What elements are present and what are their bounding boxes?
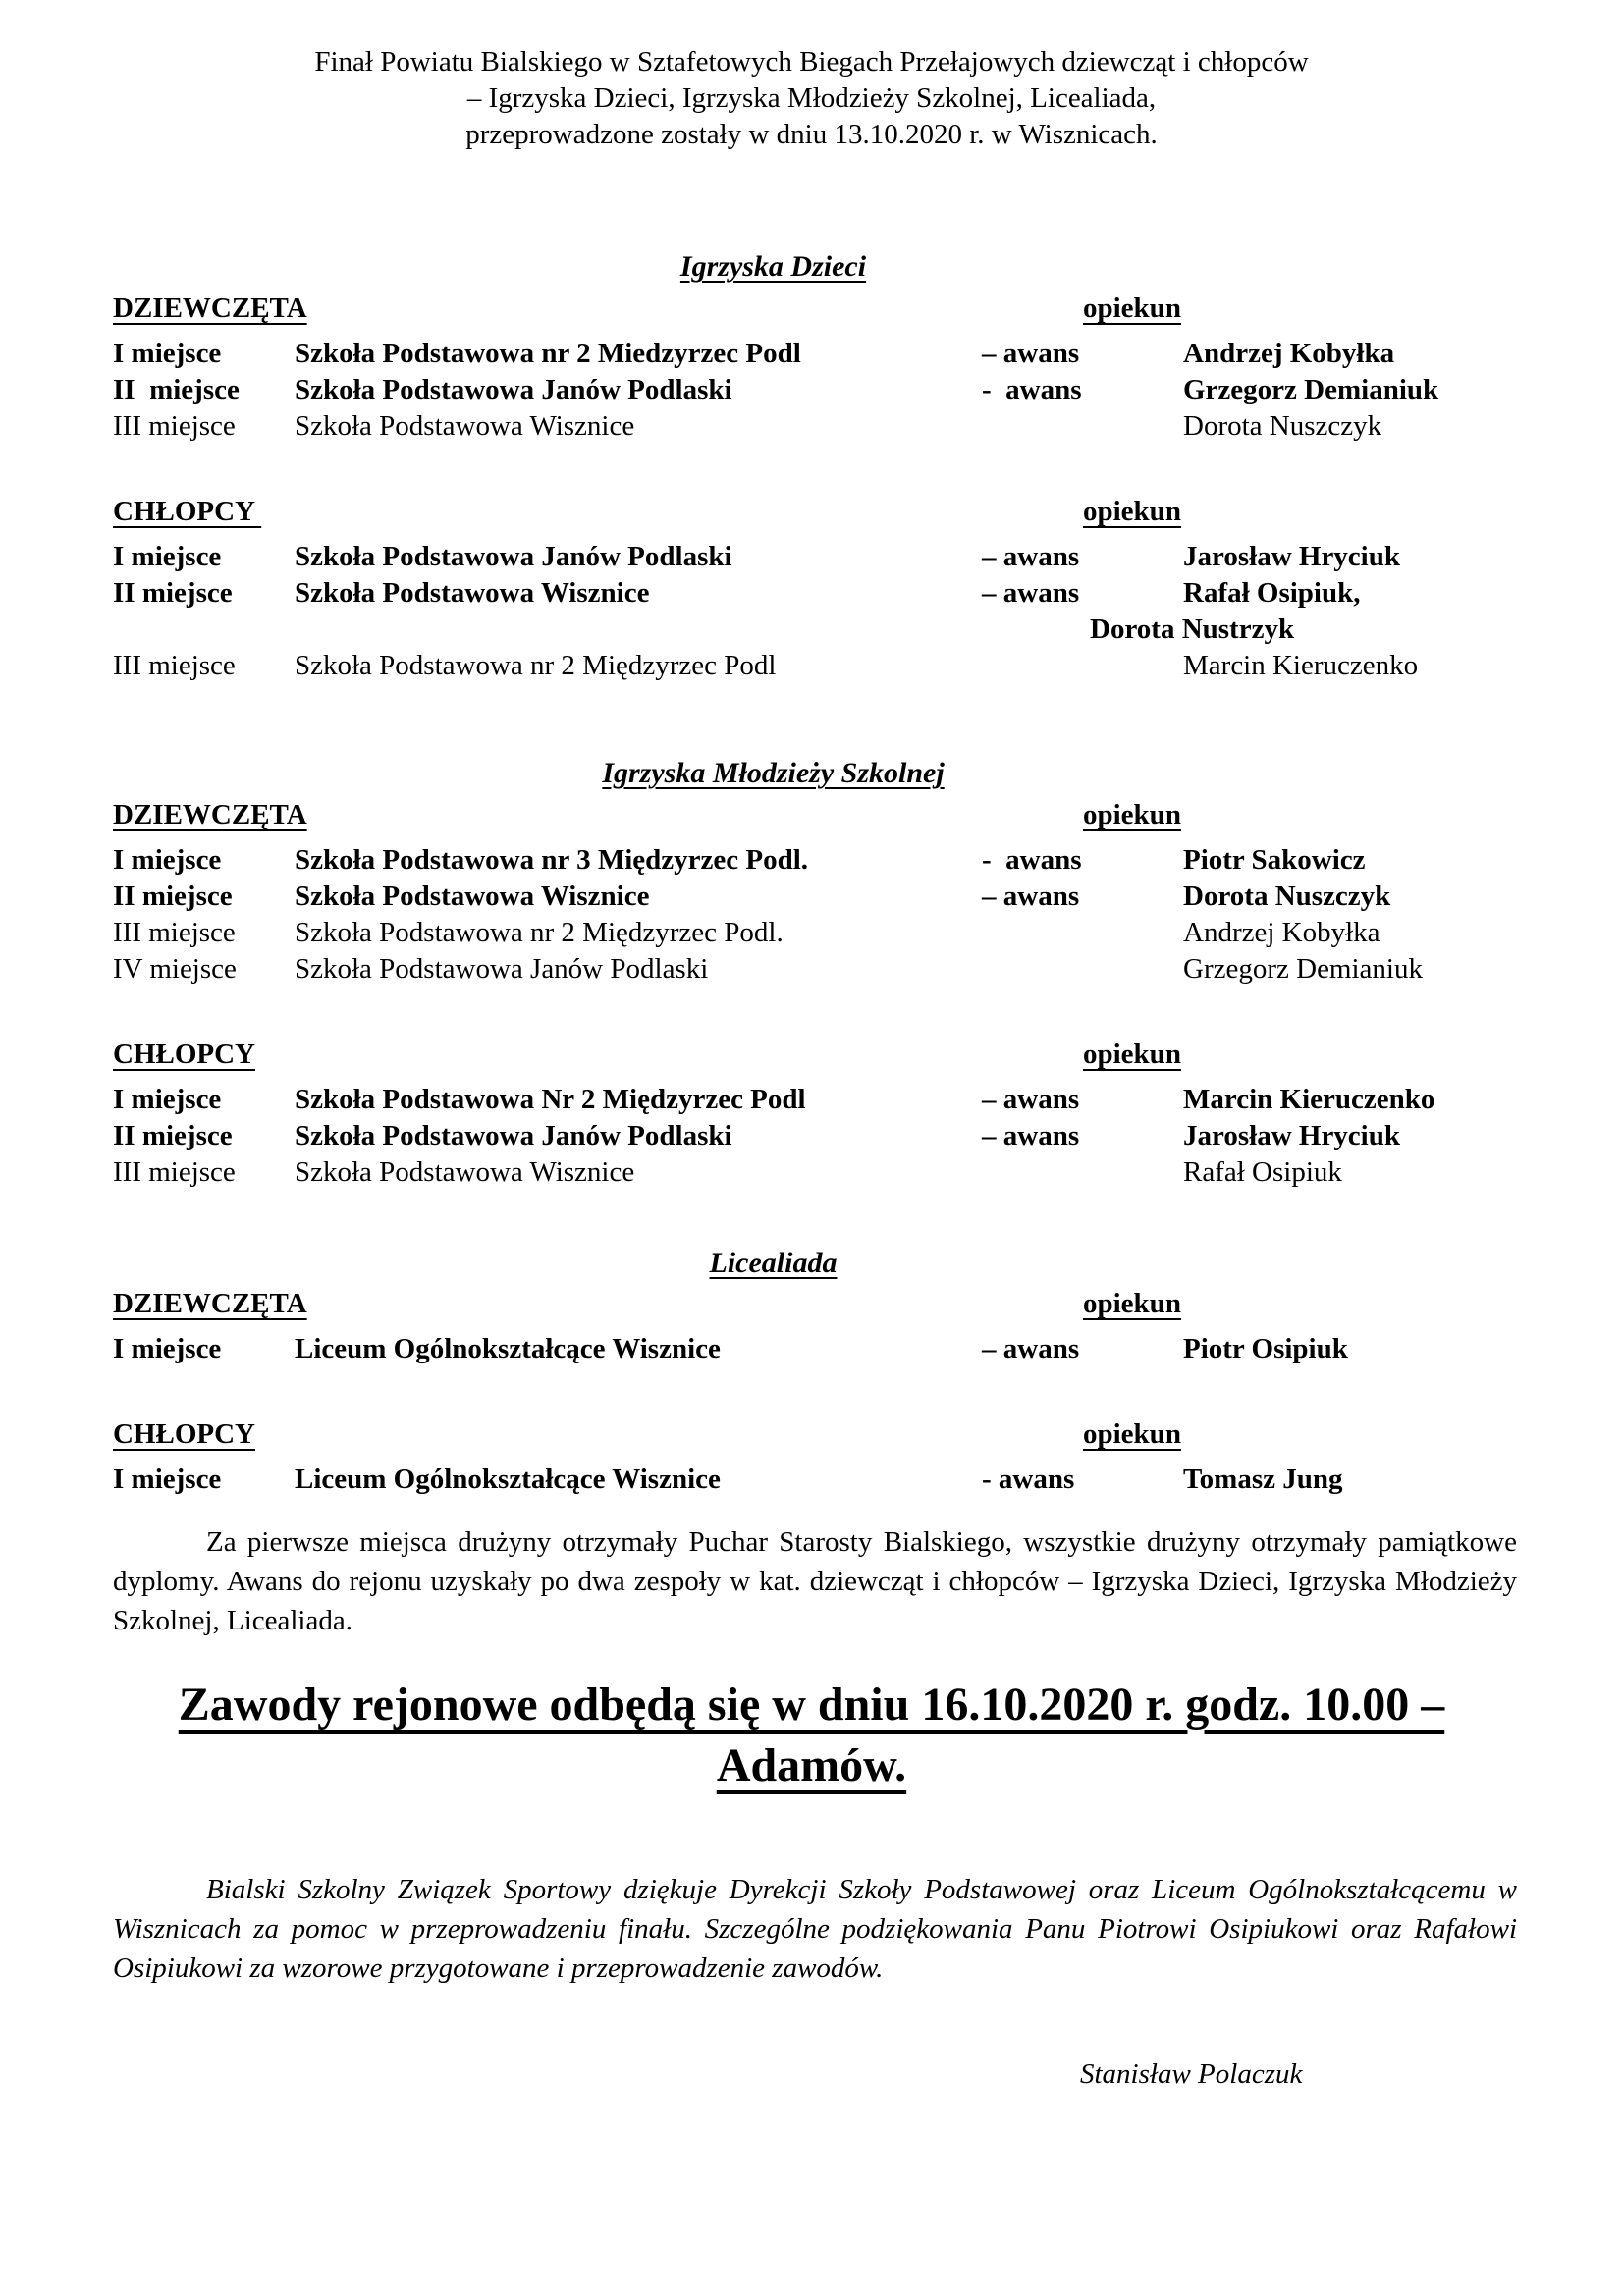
awans-cell — [982, 1154, 1183, 1191]
school-cell: Szkoła Podstawowa Wisznice — [295, 410, 635, 442]
section-title: Igrzyska Dzieci — [679, 250, 867, 283]
table-row — [113, 951, 1584, 988]
group-label: DZIEWCZĘTA — [113, 799, 307, 830]
place-cell: III miejsce — [113, 1156, 236, 1188]
table-row — [113, 1154, 1584, 1191]
place-cell: II miejsce — [113, 1120, 233, 1151]
school-cell: Szkoła Podstawowa nr 2 Miedzyrzec Podl — [295, 338, 801, 369]
paragraph-thanks: Bialski Szkolny Związek Sportowy dziękuje Dyrekcji Szkoły Podstawowej oraz Liceum Ogólnokształcącemu w Wisznicach za pomoc w przeprowadzeniu finału. Szczególne podziękowania Panu Piotrowi Osipiukowi oraz Rafałowi Osipiukowi za wzorowe przygotowane i przeprowadzenie zawodów. — [113, 1874, 1517, 1984]
table-row — [113, 336, 1584, 372]
school-cell: Szkoła Podstawowa Janów Podlaski — [295, 1120, 732, 1151]
school-cell: Szkoła Podstawowa nr 2 Międzyrzec Podl — [295, 650, 777, 681]
awans-cell — [982, 951, 1183, 988]
table-row — [113, 539, 1584, 575]
awans-cell: – awans — [982, 338, 1080, 369]
place-cell: I miejsce — [113, 541, 222, 572]
table-row — [113, 915, 1584, 951]
group-label: CHŁOPCY — [113, 1418, 255, 1450]
school-cell — [295, 612, 982, 648]
group-chlopcy — [113, 1416, 1584, 1498]
awans-cell: – awans — [982, 1084, 1080, 1115]
signature: Stanisław Polaczuk — [1080, 2058, 1303, 2090]
opiekun-cell: Piotr Sakowicz — [1183, 844, 1366, 876]
opiekun-column-header: opiekun — [1083, 1288, 1181, 1319]
awans-cell: - awans — [982, 1464, 1075, 1495]
table-row — [113, 1462, 1584, 1498]
opiekun-cell: Dorota Nuszczyk — [1183, 410, 1382, 442]
table-row — [113, 408, 1584, 445]
table-row — [113, 1118, 1584, 1154]
awans-cell: - awans — [982, 374, 1082, 405]
place-cell: I miejsce — [113, 844, 222, 876]
section-igrzyska-dzieci — [0, 248, 1623, 684]
school-cell: Szkoła Podstawowa Nr 2 Międzyrzec Podl — [295, 1084, 806, 1115]
school-cell: Szkoła Podstawowa Janów Podlaski — [295, 374, 732, 405]
place-cell: II miejsce — [113, 881, 233, 912]
announcement-heading — [0, 1675, 1623, 1796]
group-dziewczeta — [113, 291, 1584, 445]
awans-cell — [982, 915, 1183, 951]
group-chlopcy — [113, 494, 1584, 684]
school-cell: Szkoła Podstawowa Wisznice — [295, 881, 650, 912]
place-cell: II miejsce — [113, 577, 233, 609]
school-cell: Szkoła Podstawowa Wisznice — [295, 577, 650, 609]
opiekun-cell: Rafał Osipiuk, — [1183, 577, 1361, 609]
school-cell: Szkoła Podstawowa nr 2 Międzyrzec Podl. — [295, 917, 784, 948]
opiekun-column-header: opiekun — [1083, 799, 1181, 830]
awans-cell: - awans — [982, 844, 1082, 876]
section-title: Licealiada — [709, 1247, 838, 1279]
place-cell: III miejsce — [113, 410, 236, 442]
header-line-1: Finał Powiatu Bialskiego w Sztafetowych Biegach Przełajowych dziewcząt i chłopców — [314, 46, 1309, 78]
opiekun-column-header: opiekun — [1083, 1039, 1181, 1070]
opiekun-cell: Grzegorz Demianiuk — [1183, 374, 1439, 405]
table-row — [113, 842, 1584, 879]
announcement-line-1: Zawody rejonowe odbędą się w dniu 16.10.2020 r. godz. 10.00 – — [178, 1679, 1445, 1731]
school-cell: Szkoła Podstawowa Janów Podlaski — [295, 541, 732, 572]
paragraph-awards: Za pierwsze miejsca drużyny otrzymały Puchar Starosty Bialskiego, wszystkie drużyny otrzymały pamiątkowe dyplomy. Awans do rejonu uzyskały po dwa zespoły w kat. dziewcząt i chłopców – Igrzyska Dzieci, Igrzyska Młodzieży Szkolnej, Licealiada. — [113, 1526, 1517, 1636]
awans-cell: – awans — [982, 1333, 1080, 1364]
opiekun-cell: Marcin Kieruczenko — [1183, 650, 1419, 681]
awans-cell: – awans — [982, 541, 1080, 572]
place-cell — [113, 612, 295, 648]
awans-cell: – awans — [982, 577, 1080, 609]
group-label: CHŁOPCY — [113, 496, 262, 527]
place-cell: II miejsce — [113, 374, 240, 405]
place-cell: I miejsce — [113, 1084, 222, 1115]
section-igrzyska-mlodziezy — [0, 755, 1623, 1191]
opiekun-cell: Dorota Nustrzyk — [1090, 614, 1295, 645]
table-row — [113, 648, 1584, 684]
school-cell: Liceum Ogólnokształcące Wisznice — [295, 1333, 721, 1364]
document-header — [0, 0, 1623, 153]
table-row — [113, 372, 1584, 408]
awans-cell: – awans — [982, 881, 1080, 912]
school-cell: Liceum Ogólnokształcące Wisznice — [295, 1464, 721, 1495]
place-cell: IV miejsce — [113, 953, 237, 985]
table-row — [113, 1331, 1584, 1367]
section-licealiada — [0, 1245, 1623, 1498]
section-title: Igrzyska Młodzieży Szkolnej — [602, 757, 945, 789]
school-cell: Szkoła Podstawowa Janów Podlaski — [295, 953, 709, 985]
header-line-2: – Igrzyska Dzieci, Igrzyska Młodzieży Szkolnej, Licealiada, — [466, 82, 1157, 114]
opiekun-cell: Piotr Osipiuk — [1183, 1333, 1348, 1364]
place-cell: III miejsce — [113, 917, 236, 948]
opiekun-cell: Tomasz Jung — [1183, 1464, 1343, 1495]
opiekun-cell: Andrzej Kobyłka — [1183, 338, 1395, 369]
opiekun-cell: Jarosław Hryciuk — [1183, 1120, 1400, 1151]
group-label: DZIEWCZĘTA — [113, 1288, 307, 1319]
opiekun-cell: Dorota Nuszczyk — [1183, 881, 1391, 912]
awans-cell: – awans — [982, 1120, 1080, 1151]
place-cell: I miejsce — [113, 338, 222, 369]
awans-cell — [982, 648, 1183, 684]
opiekun-cell: Andrzej Kobyłka — [1183, 917, 1380, 948]
school-cell: Szkoła Podstawowa Wisznice — [295, 1156, 635, 1188]
group-chlopcy — [113, 1037, 1584, 1191]
table-row-continuation — [113, 612, 1584, 648]
announcement-line-2: Adamów. — [716, 1739, 907, 1791]
table-row — [113, 575, 1584, 612]
opiekun-column-header: opiekun — [1083, 496, 1181, 527]
group-label: CHŁOPCY — [113, 1039, 255, 1070]
opiekun-cell: Jarosław Hryciuk — [1183, 541, 1400, 572]
table-row — [113, 879, 1584, 915]
place-cell: I miejsce — [113, 1333, 222, 1364]
group-dziewczeta — [113, 1286, 1584, 1367]
table-row — [113, 1082, 1584, 1118]
opiekun-column-header: opiekun — [1083, 1418, 1181, 1450]
group-dziewczeta — [113, 797, 1584, 988]
opiekun-cell: Grzegorz Demianiuk — [1183, 953, 1423, 985]
school-cell: Szkoła Podstawowa nr 3 Międzyrzec Podl. — [295, 844, 809, 876]
opiekun-cell: Rafał Osipiuk — [1183, 1156, 1342, 1188]
place-cell: I miejsce — [113, 1464, 222, 1495]
opiekun-cell: Marcin Kieruczenko — [1183, 1084, 1435, 1115]
group-label: DZIEWCZĘTA — [113, 293, 307, 324]
awans-cell — [982, 408, 1183, 445]
place-cell: III miejsce — [113, 650, 236, 681]
header-line-3: przeprowadzone zostały w dniu 13.10.2020 r. w Wisznicach. — [465, 119, 1158, 150]
opiekun-column-header: opiekun — [1083, 293, 1181, 324]
